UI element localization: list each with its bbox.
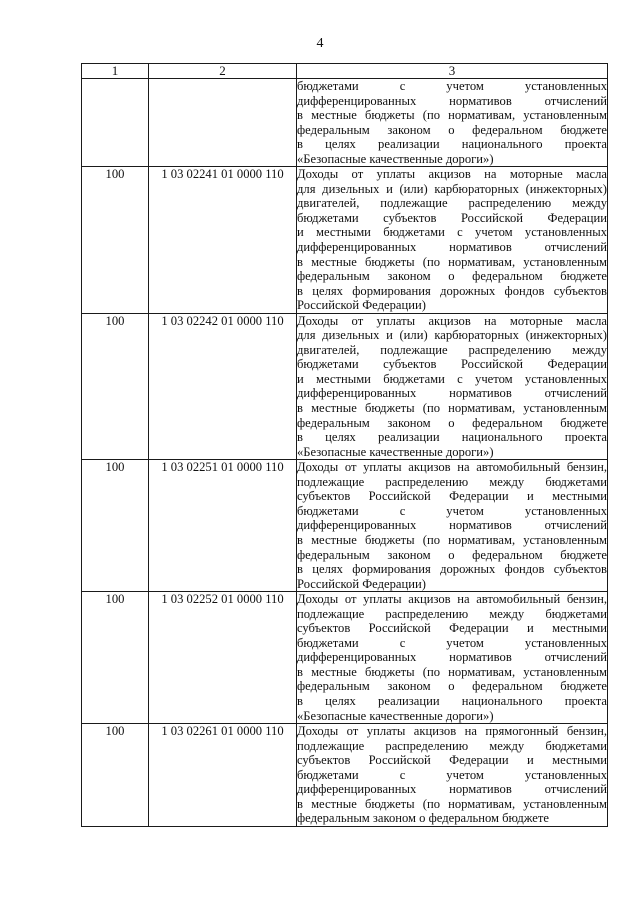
description-line: субъектов Российской Федерации и местными — [297, 621, 607, 636]
page-number: 4 — [316, 36, 324, 51]
description-line: «Безопасные качественные дороги») — [297, 444, 494, 459]
header-col-1: 1 — [82, 64, 149, 79]
description-line: Доходы от уплаты акцизов на моторные масла — [297, 313, 607, 328]
admin-code-cell: 100 — [82, 724, 149, 827]
table-row — [82, 79, 608, 167]
description-line: в целях реализации национального проекта — [297, 137, 607, 152]
admin-code-cell: 100 — [82, 460, 149, 592]
table-row — [82, 167, 608, 313]
header-col-2: 2 — [149, 64, 297, 79]
description-cell — [297, 724, 608, 827]
budget-code-cell — [149, 79, 297, 167]
table-row — [82, 313, 608, 459]
header-row — [82, 64, 608, 79]
description-line: дифференцированных нормативов отчислений — [297, 386, 607, 401]
description-line: бюджетами с учетом установленных — [297, 635, 607, 650]
description-line: Доходы от уплаты акцизов на прямогонный бензин, — [297, 724, 607, 739]
description-line: дифференцированных нормативов отчислений — [297, 782, 607, 797]
table-header — [82, 64, 608, 79]
description-line: в целях формирования дорожных фондов субъектов — [297, 562, 607, 577]
description-line: бюджетами с учетом установленных — [297, 767, 607, 782]
description-line: подлежащие распределению между бюджетами — [297, 474, 607, 489]
description-line: бюджетами с учетом установленных — [297, 503, 607, 518]
table-row — [82, 460, 608, 592]
description-line: в местные бюджеты (по нормативам, установленным — [297, 254, 607, 269]
budget-code-cell: 1 03 02251 01 0000 110 — [149, 460, 297, 592]
description-line: федеральным законом о федеральном бюджете — [297, 122, 607, 137]
description-line: и местными бюджетами с учетом установленных — [297, 371, 607, 386]
description-line: дифференцированных нормативов отчислений — [297, 240, 607, 255]
description-line: в местные бюджеты (по нормативам, установленным — [297, 796, 607, 811]
admin-code-cell: 100 — [82, 592, 149, 724]
description-line: федеральным законом о федеральном бюджете — [297, 269, 607, 284]
description-line: в целях реализации национального проекта — [297, 430, 607, 445]
admin-code-cell: 100 — [82, 313, 149, 459]
budget-code-cell: 1 03 02261 01 0000 110 — [149, 724, 297, 827]
description-line: федеральным законом о федеральном бюджете — [297, 547, 607, 562]
description-line: двигателей, подлежащие распределению между — [297, 196, 607, 211]
description-line: дифференцированных нормативов отчислений — [297, 518, 607, 533]
header-col-3: 3 — [297, 64, 608, 79]
description-line: бюджетами субъектов Российской Федерации — [297, 357, 607, 372]
description-line: подлежащие распределению между бюджетами — [297, 606, 607, 621]
budget-code-cell: 1 03 02241 01 0000 110 — [149, 167, 297, 313]
description-cell — [297, 167, 608, 313]
description-cell — [297, 79, 608, 167]
description-line: в местные бюджеты (по нормативам, установленным — [297, 108, 607, 123]
admin-code-cell — [82, 79, 149, 167]
description-line: в местные бюджеты (по нормативам, установленным — [297, 532, 607, 547]
description-line: в местные бюджеты (по нормативам, установленным — [297, 664, 607, 679]
description-line: в целях реализации национального проекта — [297, 693, 607, 708]
description-line: в местные бюджеты (по нормативам, установленным — [297, 401, 607, 416]
description-line: субъектов Российской Федерации и местными — [297, 753, 607, 768]
description-line: Российской Федерации) — [297, 576, 426, 591]
description-line: дифференцированных нормативов отчислений — [297, 650, 607, 665]
admin-code-cell: 100 — [82, 167, 149, 313]
description-line: и местными бюджетами с учетом установленных — [297, 225, 607, 240]
table-body — [82, 79, 608, 827]
description-line: для дизельных и (или) карбюраторных (инжекторных) — [297, 181, 607, 196]
description-line: двигателей, подлежащие распределению между — [297, 342, 607, 357]
description-line: Доходы от уплаты акцизов на моторные масла — [297, 167, 607, 182]
description-line: федеральным законом о федеральном бюджете — [297, 679, 607, 694]
description-line: Доходы от уплаты акцизов на автомобильный бензин, — [297, 592, 607, 607]
description-line: Доходы от уплаты акцизов на автомобильный бензин, — [297, 460, 607, 475]
description-line: Российской Федерации) — [297, 298, 426, 313]
description-cell — [297, 460, 608, 592]
budget-code-cell: 1 03 02242 01 0000 110 — [149, 313, 297, 459]
table-row — [82, 592, 608, 724]
description-line: «Безопасные качественные дороги») — [297, 151, 494, 166]
description-line: в целях формирования дорожных фондов субъектов — [297, 283, 607, 298]
description-line: субъектов Российской Федерации и местными — [297, 489, 607, 504]
description-line: федеральным законом о федеральном бюджете — [297, 415, 607, 430]
description-line: «Безопасные качественные дороги») — [297, 708, 494, 723]
description-line: для дизельных и (или) карбюраторных (инжекторных) — [297, 328, 607, 343]
description-cell — [297, 592, 608, 724]
budget-classification-table — [81, 63, 608, 827]
description-line: бюджетами с учетом установленных — [297, 79, 607, 93]
description-line: федеральным законом о федеральном бюджете — [297, 811, 549, 826]
budget-code-cell: 1 03 02252 01 0000 110 — [149, 592, 297, 724]
description-line: дифференцированных нормативов отчислений — [297, 93, 607, 108]
description-line: подлежащие распределению между бюджетами — [297, 738, 607, 753]
description-line: бюджетами субъектов Российской Федерации — [297, 210, 607, 225]
table-row — [82, 724, 608, 827]
description-cell — [297, 313, 608, 459]
